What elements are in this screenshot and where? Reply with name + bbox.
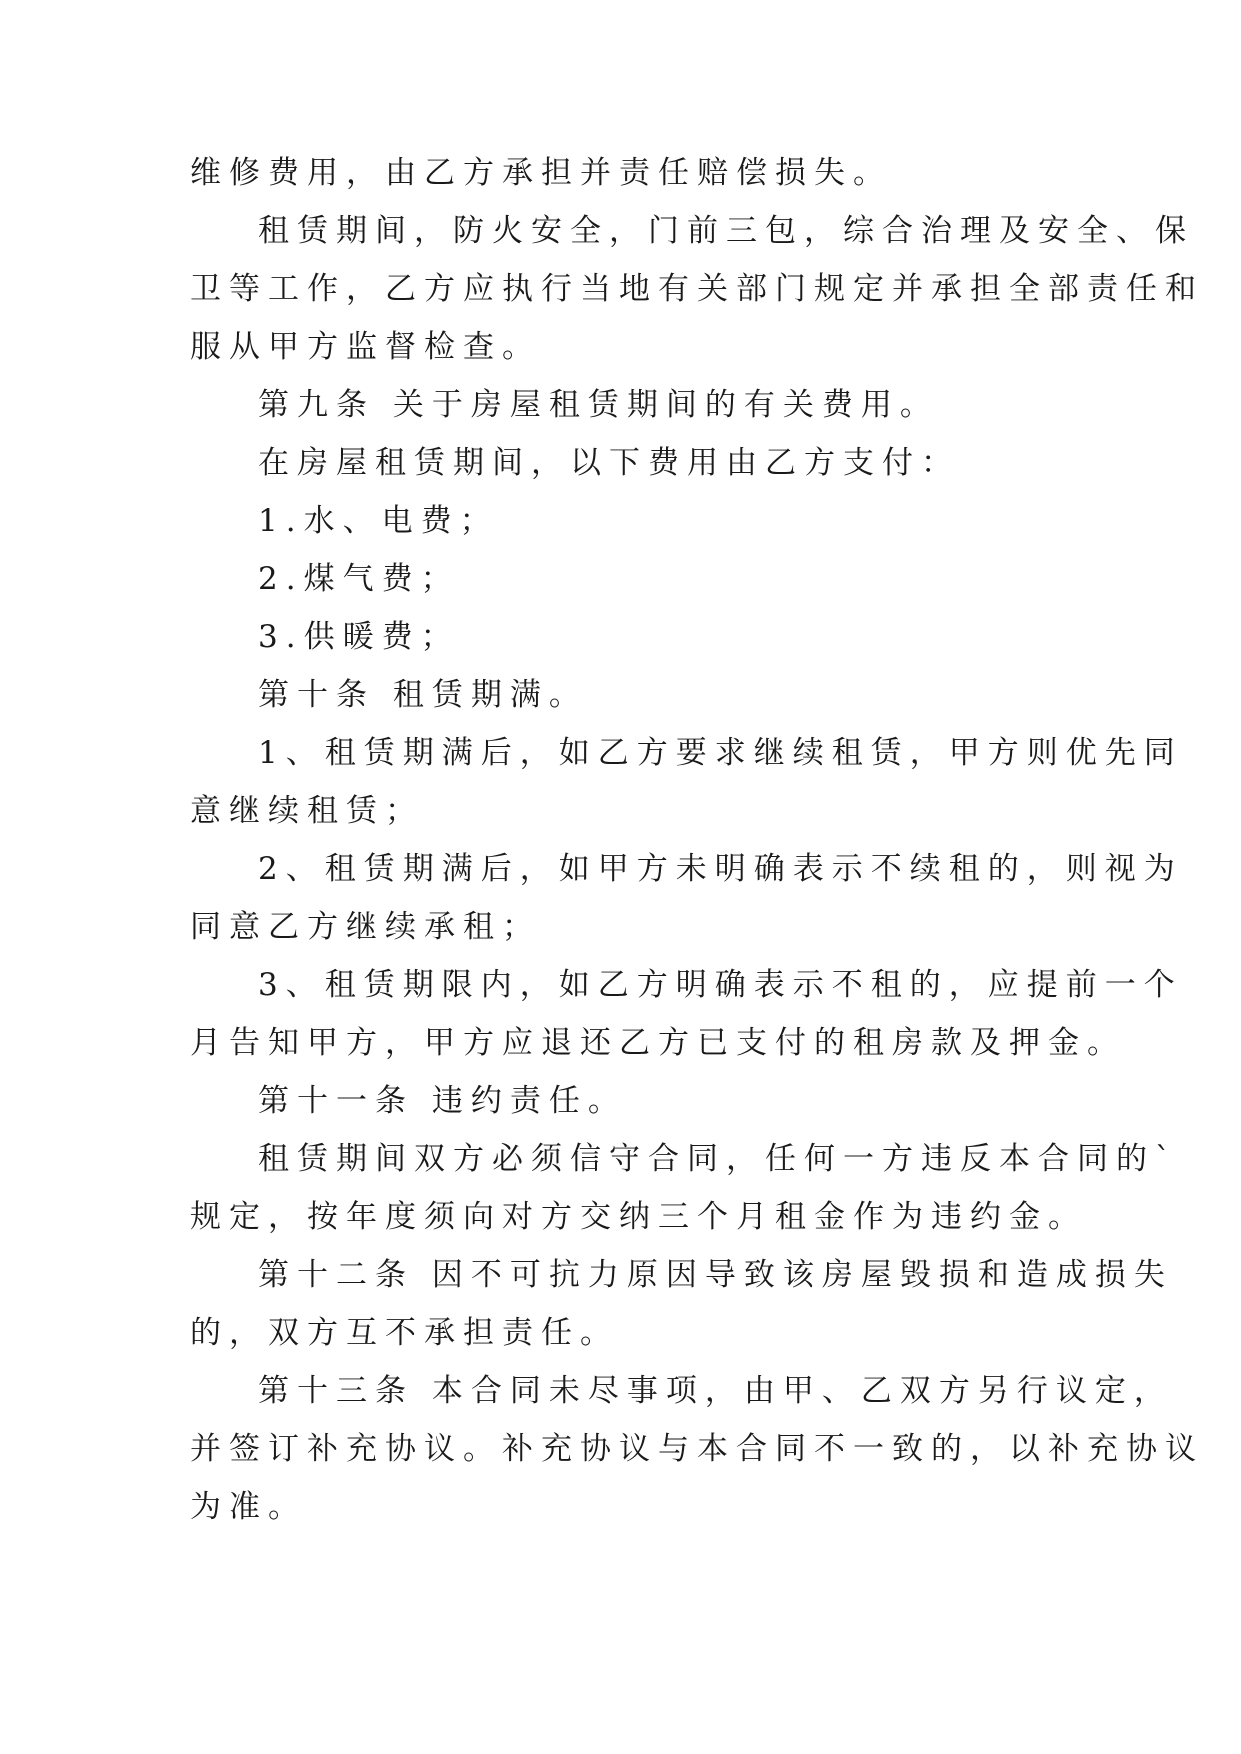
text-line: 2、租赁期满后，如甲方未明确表示不续租的，则视为 xyxy=(258,851,1183,887)
text-line: 为准。 xyxy=(190,1489,307,1525)
text-line: 卫等工作，乙方应执行当地有关部门规定并承担全部责任和 xyxy=(190,271,1204,307)
text-line: 1、租赁期满后，如乙方要求继续租赁，甲方则优先同 xyxy=(258,735,1183,771)
text-line: 3.供暖费； xyxy=(258,619,460,655)
text-line: 在房屋租赁期间，以下费用由乙方支付： xyxy=(258,445,960,481)
text-line: 并签订补充协议。补充协议与本合同不一致的，以补充协议 xyxy=(190,1431,1204,1467)
text-line: 服从甲方监督检查。 xyxy=(190,329,541,365)
text-line: 同意乙方继续承租； xyxy=(190,909,541,945)
text-line: 1.水、电费； xyxy=(258,503,499,539)
text-line: 2.煤气费； xyxy=(258,561,460,597)
text-line: 规定，按年度须向对方交纳三个月租金作为违约金。 xyxy=(190,1199,1087,1235)
text-line: 第九条 关于房屋租赁期间的有关费用。 xyxy=(258,387,939,423)
text-line: 租赁期间，防火安全，门前三包，综合治理及安全、保 xyxy=(258,213,1194,249)
text-line: 第十三条 本合同未尽事项，由甲、乙双方另行议定， xyxy=(258,1373,1173,1409)
text-line: 的，双方互不承担责任。 xyxy=(190,1315,619,1351)
text-line: 月告知甲方，甲方应退还乙方已支付的租房款及押金。 xyxy=(190,1025,1126,1061)
text-line: 意继续租赁； xyxy=(190,793,424,829)
text-line: 3、租赁期限内，如乙方明确表示不租的，应提前一个 xyxy=(258,967,1183,1003)
document-page xyxy=(190,144,1204,1536)
text-line: 维修费用，由乙方承担并责任赔偿损失。 xyxy=(190,155,892,191)
text-line: 租赁期间双方必须信守合同，任何一方违反本合同的` xyxy=(258,1141,1179,1177)
text-line: 第十一条 违约责任。 xyxy=(258,1083,627,1119)
text-line: 第十二条 因不可抗力原因导致该房屋毁损和造成损失 xyxy=(258,1257,1173,1293)
text-line: 第十条 租赁期满。 xyxy=(258,677,588,713)
